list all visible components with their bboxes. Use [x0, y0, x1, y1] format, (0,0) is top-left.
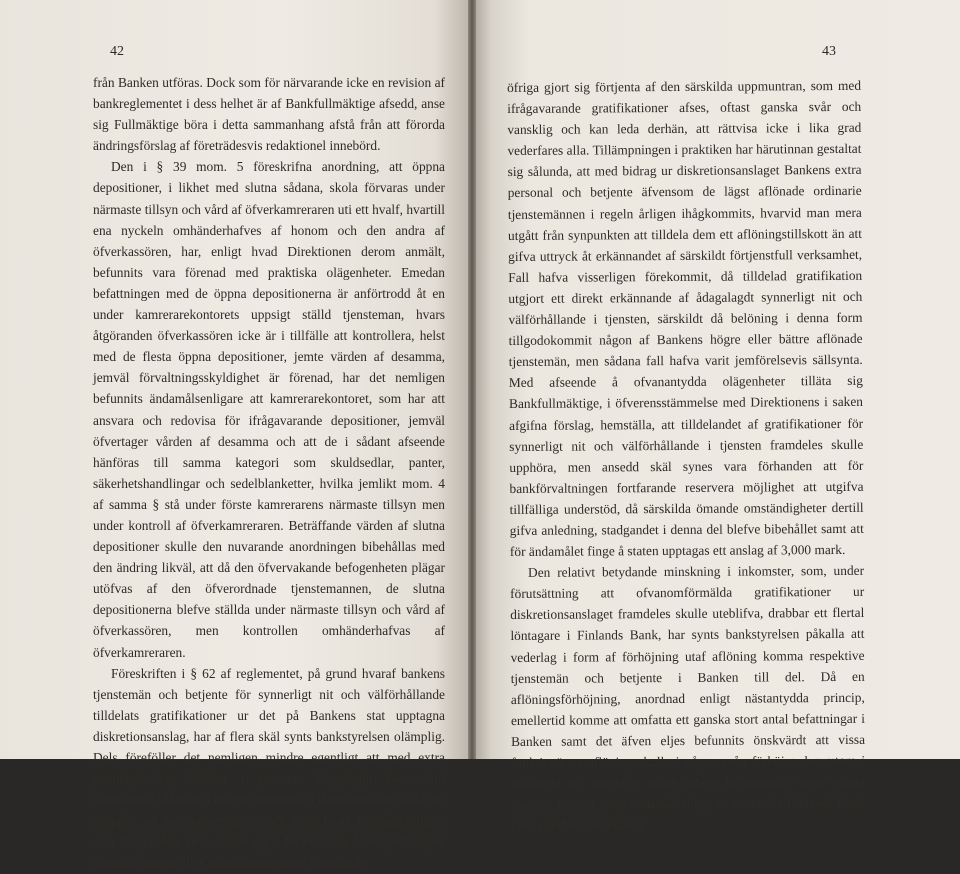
left-paragraph-1: från Banken utföras. Dock som för närvarande icke en revision af bankreglementet i dess helhet är af Bankfullmäktige afsedd, anse sig Fullmäktige böra i detta sammanhang afstå från att förorda ändringsförslag af företrädesvis redaktionel innebörd.	[93, 75, 445, 154]
right-page-body	[507, 75, 866, 837]
left-paragraph-3: Föreskriften i § 62 af reglementet, på grund hvaraf bankens tjenstemän och betjente för synnerligt nit och välförhållande tilldelats gratifikationer ur det på Bankens stat upptagna diskretionsanslag, har af flera skäl synts bankstyrelsen olämplig. Dels föreföller det nemligen mindre egentligt att med extra penningebidrag belöna i tjensten ådagalagdt berömvärd verksamhet, då man å hvarje funktionär i Banken måste ställa det anspråk, att han samvetsgrant och efter bästa förmåga fullgör sina åligganden, dels ställer sig i det enskilda fallet pröfningen huruvida någon eller några funktionärer framför de	[93, 665, 445, 871]
book-gutter	[468, 0, 476, 759]
right-paragraph-1: öfriga gjort sig förtjenta af den särskilda uppmuntran, som med ifrågavarande gratifikationer afses, oftast ganska svår och vansklig och kan leda derhän, att rättvisa icke i lika grad vederfares alla. Tillämpningen i praktiken har härutinnan gestaltat sig sålunda, att med bidrag ur diskretionsanslaget Bankens extra personal och betjente äfvensom de lägst aflönade ordinarie tjenstemännen i regeln årligen ihågkommits, hvarvid man mera utgått från synpunkten att tilldela dem ett aflöningstillskott än att gifva uttryck åt erkännandet af särskildt förtjenstfull verksamhet, Fall hafva visserligen förekommit, då tilldelad gratifikation utgjort ett direkt erkännande af ådagalagdt synnerligt nit och välförhållande i tjensten, särskildt då belöning i denna form tillgodokommit någon af Bankens högre eller bättre aflönade tjenstemän, men sådana fall hafva varit jemförelsevis sällsynta. Med afseende å ofvanantydda olägenheter tilläta sig Bankfullmäktige, i öfverensstämmelse med Direktionens i saken afgifna förslag, hemställa, att tilldelandet af gratifikationer för synnerligt nit och välförhållande i tjensten framdeles skulle upphöra, men ansedd skäl synes vara förhanden att för bankförvaltningen fortfarande reservera möjlighet att utgifva tillfälliga understöd, då särskilda ömande omständigheter dertill gifva anledning, stadgandet i denna del blefve bibehållet samt att för ändamålet finge å staten upptagas ett anslag af 3,000 mark.	[507, 77, 864, 560]
right-page-number: 43	[822, 44, 836, 59]
right-paragraph-2: Den relativt betydande minskning i inkomster, som, under förutsättning att ofvanomförmälda gratifikationer ur diskretionsanslaget framdeles skulle uteblifva, drabbar ett flertal löntagare i Finlands Bank, har synts bankstyrelsen påkalla att vederlag i form af förhöjning utaf aflöning komma respektive tjenstemän och betjente i Banken till del. Då en aflöningsförhöjning, anordnad enligt nästantydda princip, emellertid komme att omfatta ett ganska stort antal befattningar i Banken samt det äfven eljes befunnits önskvärdt att vissa funktionärers aflöning skulle i någon mån förhöjas, hvarutom i anseende till ansenligt ökadt arbete befattningar torde måsta inrättas, har det synts ändamålsenligt att staten för Finlands Bank i dess helhet underkastas	[510, 562, 866, 834]
left-page	[0, 0, 472, 871]
left-page-body	[93, 72, 445, 874]
left-page-number: 42	[110, 44, 124, 59]
left-paragraph-2: Den i § 39 mom. 5 föreskrifna anordning, att öppna depositioner, i likhet med slutna sådana, skola förvaras under närmaste tillsyn och vård af öfverkamreraren uti ett hvalf, hvartill ena nyckeln omhänderhafves af honom och den andra af öfverkassören, har, enligt hvad Direktionen derom anmält, befunnits vara förenad med praktiska olägenheter. Emedan befattningen med de öppna depositionerna är anförtrodd åt en under kamrerarekontorets uppsigt ställd tjensteman, hvars åtgöranden öfverkassören icke är i tillfälle att kontrollera, helst med de flesta öppna depositioner, jemte värden af desamma, jemväl förvaltningsskyldighet är förenad, har det nemligen befunnits ändamålsenligare att kamrerarekontoret, som har att ansvara och redovisa för ifrågavarande depositioner, jemväl öfvertager vården af desamma och att de i sådant afseende hänföras till samma kategori som skuldsedlar, panter, säkerhetshandlingar och sedelblanketter, hvilka jemlikt mom. 4 af samma § stå under förste kamrerarens närmaste tillsyn men under kontroll af öfverkamreraren. Beträffande värden af slutna depositioner skulle den nuvarande anordningen bibehållas med den ändring likväl, att då den öfvervakande befogenheten plägar utöfvas af den öfverordnade tjenstemannen, de slutna depositionerna blefve ställda under närmaste tillsyn och vård af öfverkassören, men kontrollen omhänderhafvas af öfverkamreraren.	[93, 159, 445, 660]
